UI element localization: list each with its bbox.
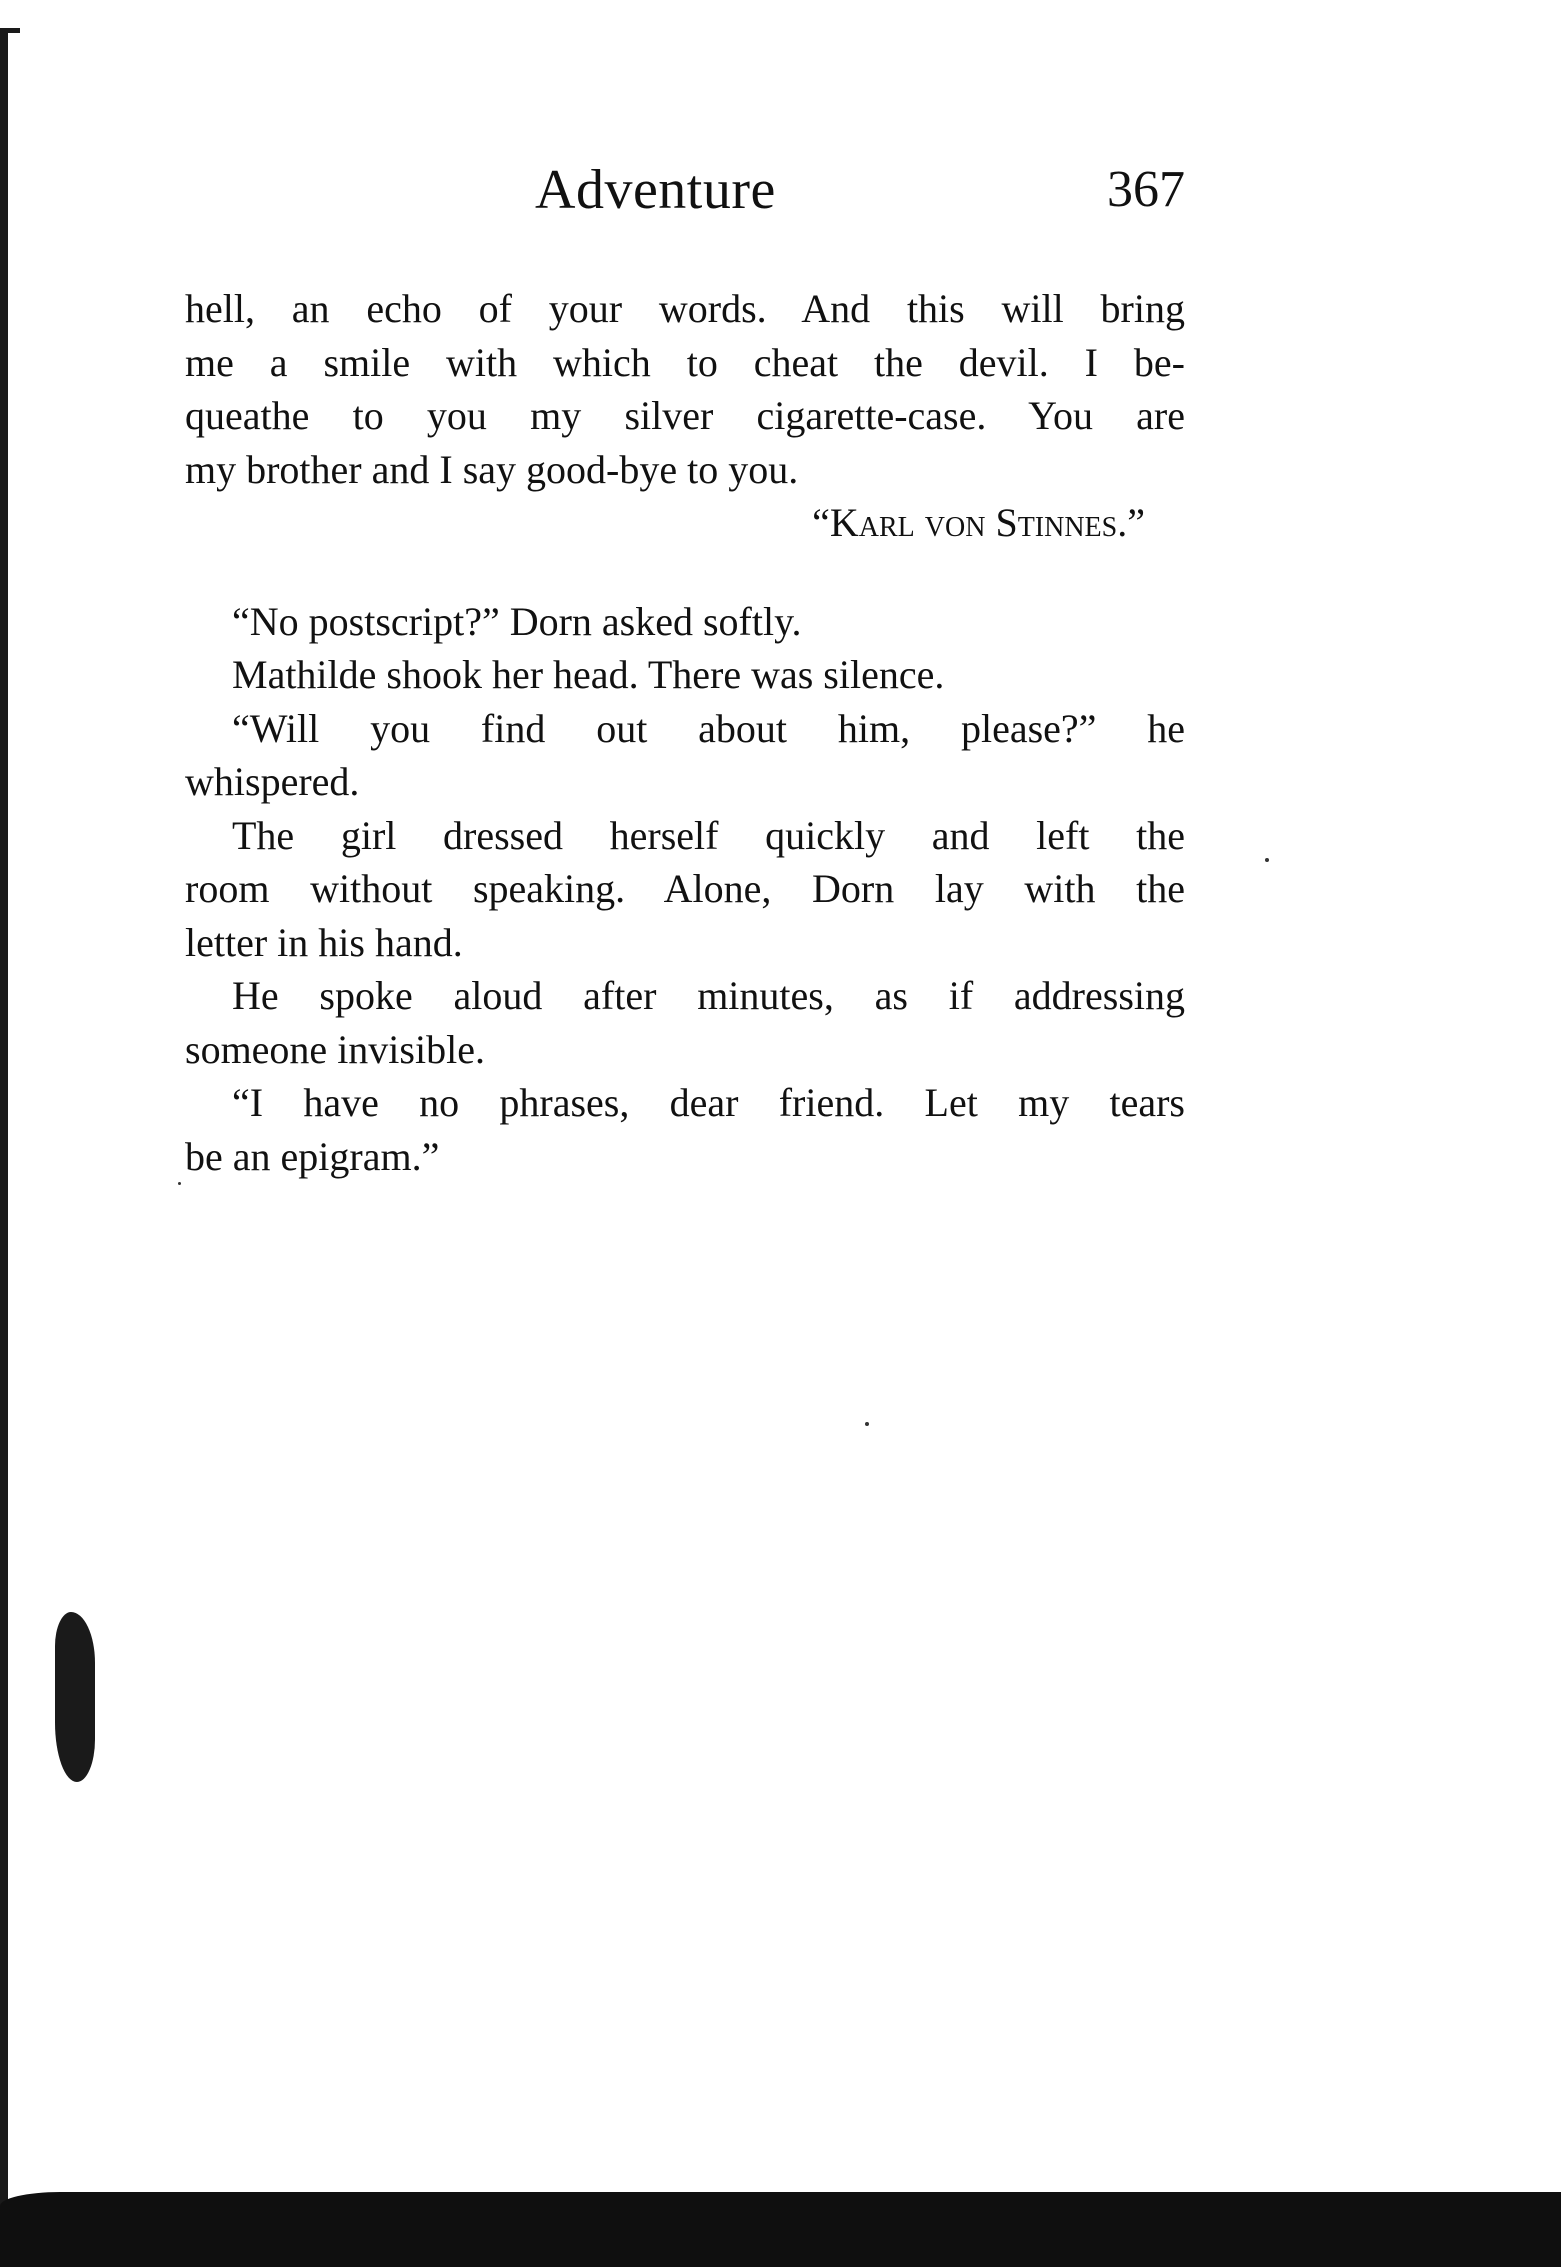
paragraph-line: “No postscript?” Dorn asked softly. xyxy=(232,598,802,644)
paragraph-line: “I have no phrases, dear friend. Let my tears xyxy=(232,1080,1185,1125)
letter-signature: “Karl von Stinnes.” xyxy=(812,500,1145,545)
paragraph xyxy=(185,648,1185,702)
paragraph xyxy=(185,1076,1185,1183)
scan-speck xyxy=(865,1422,869,1426)
body-text xyxy=(185,282,1185,1183)
letter-line: my brother and I say good-bye to you. xyxy=(185,446,799,492)
page-number: 367 xyxy=(1107,161,1185,218)
letter-line: me a smile with which to cheat the devil. I be- xyxy=(185,339,1185,385)
running-head xyxy=(185,150,1185,230)
paragraph-line: someone invisible. xyxy=(185,1026,485,1072)
paragraph xyxy=(185,809,1185,970)
scan-ink-blot xyxy=(55,1612,95,1782)
paragraph-line: be an epigram.” xyxy=(185,1133,440,1179)
paragraph xyxy=(185,595,1185,649)
letter-line: queathe to you my silver cigarette-case. You are xyxy=(185,393,1185,438)
scan-speck xyxy=(178,1182,181,1185)
paragraph-line: “Will you find out about him, please?” he xyxy=(232,705,1185,751)
paragraph-line: whispered. xyxy=(185,759,360,804)
paragraph xyxy=(185,969,1185,1076)
paragraph-line: He spoke aloud after minutes, as if addressing xyxy=(232,973,1185,1018)
paragraph xyxy=(185,702,1185,809)
paragraph-line: The girl dressed herself quickly and left the xyxy=(232,812,1185,858)
paragraph-line: Mathilde shook her head. There was silence. xyxy=(232,652,945,697)
paragraph-line: room without speaking. Alone, Dorn lay with the xyxy=(185,866,1185,911)
scan-bottom-edge xyxy=(0,2192,1561,2267)
scan-speck xyxy=(1265,858,1269,862)
page-title: Adventure xyxy=(535,159,776,221)
paragraph-gap xyxy=(185,550,1185,595)
scan-left-edge xyxy=(0,28,8,2267)
letter-block xyxy=(185,282,1185,550)
letter-line: hell, an echo of your words. And this will bring xyxy=(185,286,1185,331)
paragraph-line: letter in his hand. xyxy=(185,919,463,965)
scan-left-tick xyxy=(0,28,20,33)
